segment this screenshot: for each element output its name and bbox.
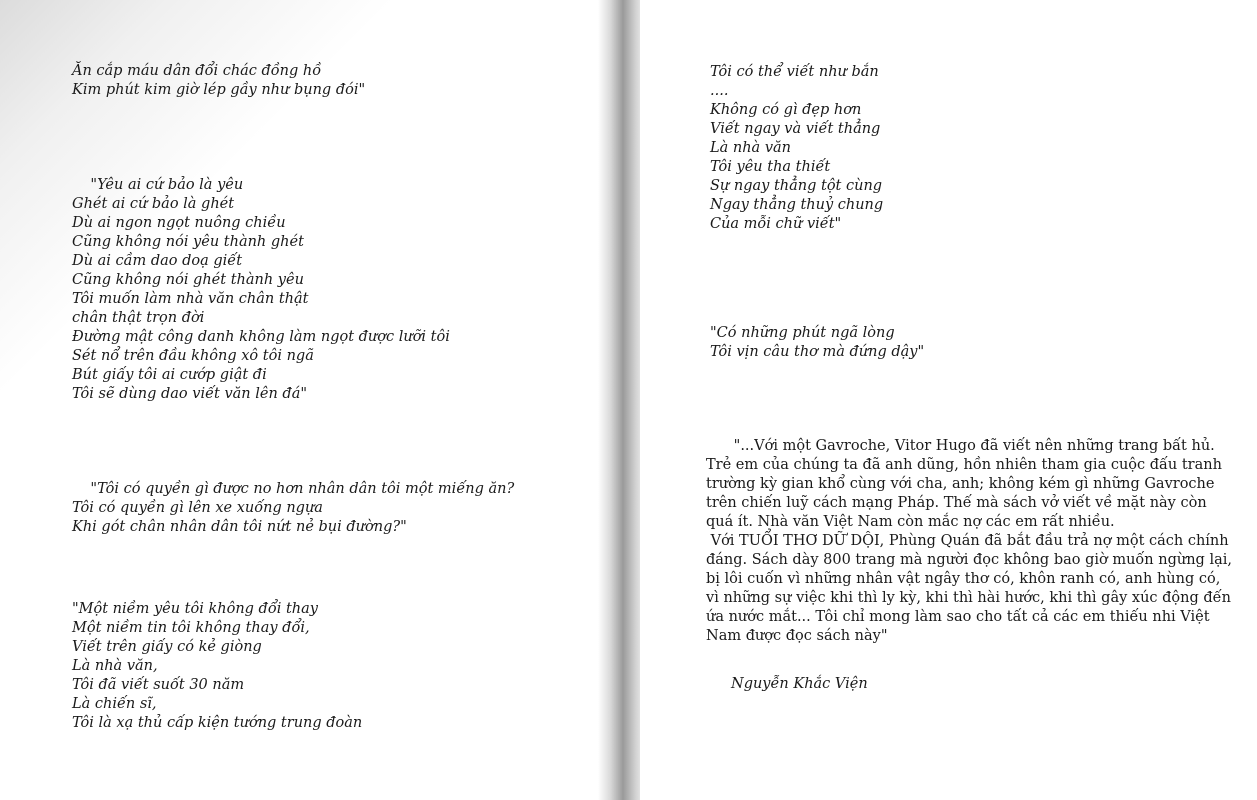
verse-line: Khi gót chân nhân dân tôi nứt nẻ bụi đường?" <box>72 519 407 535</box>
prose-line: trên chiến luỹ cách mạng Pháp. Thế mà sách vở viết về mặt này còn <box>706 495 1207 511</box>
verse-block-1 <box>72 62 365 100</box>
verse-line: Tôi muốn làm nhà văn chân thật <box>72 291 309 307</box>
verse-line: "Yêu ai cứ bảo là yêu <box>72 177 244 193</box>
quote-paragraph <box>706 437 1232 646</box>
prose-line: trường kỳ gian khổ cùng với cha, anh; không kém gì những Gavroche <box>706 476 1215 492</box>
verse-line: Dù ai cầm dao doạ giết <box>72 253 243 269</box>
verse-line: Là nhà văn <box>710 140 791 156</box>
verse-line: "Có những phút ngã lòng <box>710 325 895 341</box>
verse-line: Tôi đã viết suốt 30 năm <box>72 677 245 693</box>
verse-line: Viết trên giấy có kẻ giòng <box>72 639 262 655</box>
verse-line: Ăn cắp máu dân đổi chác đồng hồ <box>72 63 322 79</box>
verse-line: Của mỗi chữ viết" <box>710 216 842 232</box>
prose-line: bị lôi cuốn vì những nhân vật ngây thơ có, khôn ranh có, anh hùng có, <box>706 571 1221 587</box>
prose-line: đáng. Sách dày 800 trang mà người đọc không bao giờ muốn ngừng lại, <box>706 552 1232 568</box>
prose-line: Với TUỔI THƠ DỮ DỘI, Phùng Quán đã bắt đầu trả nợ một cách chính <box>706 533 1229 549</box>
verse-line: Tôi yêu tha thiết <box>710 159 831 175</box>
verse-line: Ngay thẳng thuỷ chung <box>710 197 884 213</box>
prose-line: quá ít. Nhà văn Việt Nam còn mắc nợ các em rất nhiều. <box>706 514 1115 530</box>
verse-line: Dù ai ngon ngọt nuông chiều <box>72 215 286 231</box>
verse-line: "Tôi có quyền gì được no hơn nhân dân tôi một miếng ăn? <box>72 481 515 497</box>
verse-line: Tôi sẽ dùng dao viết văn lên đá" <box>72 386 308 402</box>
verse-block-4 <box>72 600 362 733</box>
verse-line: Sự ngay thẳng tột cùng <box>710 178 883 194</box>
verse-line: Là chiến sĩ, <box>72 696 157 712</box>
verse-line: Cũng không nói yêu thành ghét <box>72 234 304 250</box>
verse-block-6 <box>710 324 924 362</box>
verse-block-3 <box>72 480 514 537</box>
prose-line: vì những sự việc khi thì ly kỳ, khi thì hài hước, khi thì gây xúc động đến <box>706 590 1231 606</box>
signature: Nguyễn Khắc Viện <box>731 676 868 692</box>
verse-line: Đường mật công danh không làm ngọt được lưỡi tôi <box>72 329 450 345</box>
prose-line: Trẻ em của chúng ta đã anh dũng, hồn nhiên tham gia cuộc đấu tranh <box>706 457 1222 473</box>
verse-line: Là nhà văn, <box>72 658 158 674</box>
verse-line: Viết ngay và viết thẳng <box>710 121 881 137</box>
verse-line: Tôi vịn câu thơ mà đứng dậy" <box>710 344 925 360</box>
verse-line: .... <box>710 83 729 99</box>
prose-line: ứa nước mắt... Tôi chỉ mong làm sao cho tất cả các em thiếu nhi Việt <box>706 609 1210 625</box>
right-page <box>640 0 1257 800</box>
verse-line: Bút giấy tôi ai cướp giật đi <box>72 367 267 383</box>
verse-line: Sét nổ trên đầu không xô tôi ngã <box>72 348 314 364</box>
verse-block-2 <box>72 176 450 404</box>
verse-block-5 <box>710 63 883 234</box>
prose-line: Nam được đọc sách này" <box>706 628 888 644</box>
verse-line: Tôi có thể viết như bắn <box>710 64 879 80</box>
verse-line: Cũng không nói ghét thành yêu <box>72 272 304 288</box>
verse-line: Kim phút kim giờ lép gầy như bụng đói" <box>72 82 366 98</box>
left-page <box>0 0 612 800</box>
verse-line: "Một niềm yêu tôi không đổi thay <box>72 601 318 617</box>
prose-line: "...Với một Gavroche, Vitor Hugo đã viết nên những trang bất hủ. <box>706 438 1215 454</box>
verse-line: chân thật trọn đời <box>72 310 205 326</box>
verse-line: Tôi là xạ thủ cấp kiện tướng trung đoàn <box>72 715 363 731</box>
verse-line: Ghét ai cứ bảo là ghét <box>72 196 235 212</box>
verse-line: Một niềm tin tôi không thay đổi, <box>72 620 310 636</box>
verse-line: Không có gì đẹp hơn <box>710 102 862 118</box>
verse-line: Tôi có quyền gì lên xe xuống ngựa <box>72 500 323 516</box>
